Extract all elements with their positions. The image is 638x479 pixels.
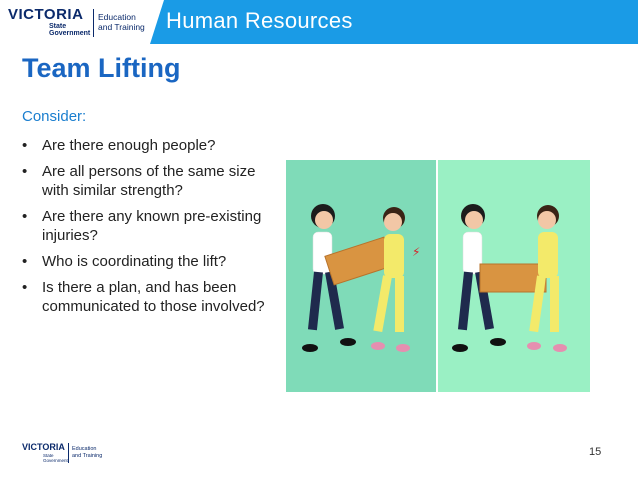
logo-block — [0, 0, 150, 44]
footer-department-name: Education and Training — [72, 446, 103, 459]
bullet-item: • Are all persons of the same size with similar strength? — [22, 163, 256, 199]
header-title: Human Resources — [166, 8, 353, 33]
bullet-item: • Who is coordinating the lift? — [22, 253, 227, 270]
footer-logo-divider — [68, 443, 69, 463]
page-number: 15 — [589, 446, 602, 458]
footer-logo-subtitle: State Government — [43, 453, 68, 463]
bullet-item: • Is there a plan, and has been communicated to those involved? — [22, 279, 265, 315]
header-wedge — [150, 0, 164, 44]
bullet-item: • Are there enough people? — [22, 137, 216, 154]
team-lifting-illustration — [286, 160, 590, 392]
intro-text: Consider: — [22, 108, 87, 125]
victoria-logo: VICTORIA — [8, 6, 84, 23]
slide-title: Team Lifting — [22, 53, 181, 83]
footer-victoria-logo: VICTORIA — [22, 442, 65, 452]
logo-divider — [93, 9, 94, 37]
bullet-item: • Are there any known pre-existing injuries? — [22, 208, 262, 244]
victoria-logo-subtitle: State Government — [49, 23, 91, 37]
department-name: Education and Training — [98, 12, 145, 32]
svg-text:⚡: ⚡ — [412, 245, 421, 259]
footer-logo — [22, 440, 122, 466]
bullet-list — [22, 136, 272, 323]
header-bar — [0, 0, 638, 44]
